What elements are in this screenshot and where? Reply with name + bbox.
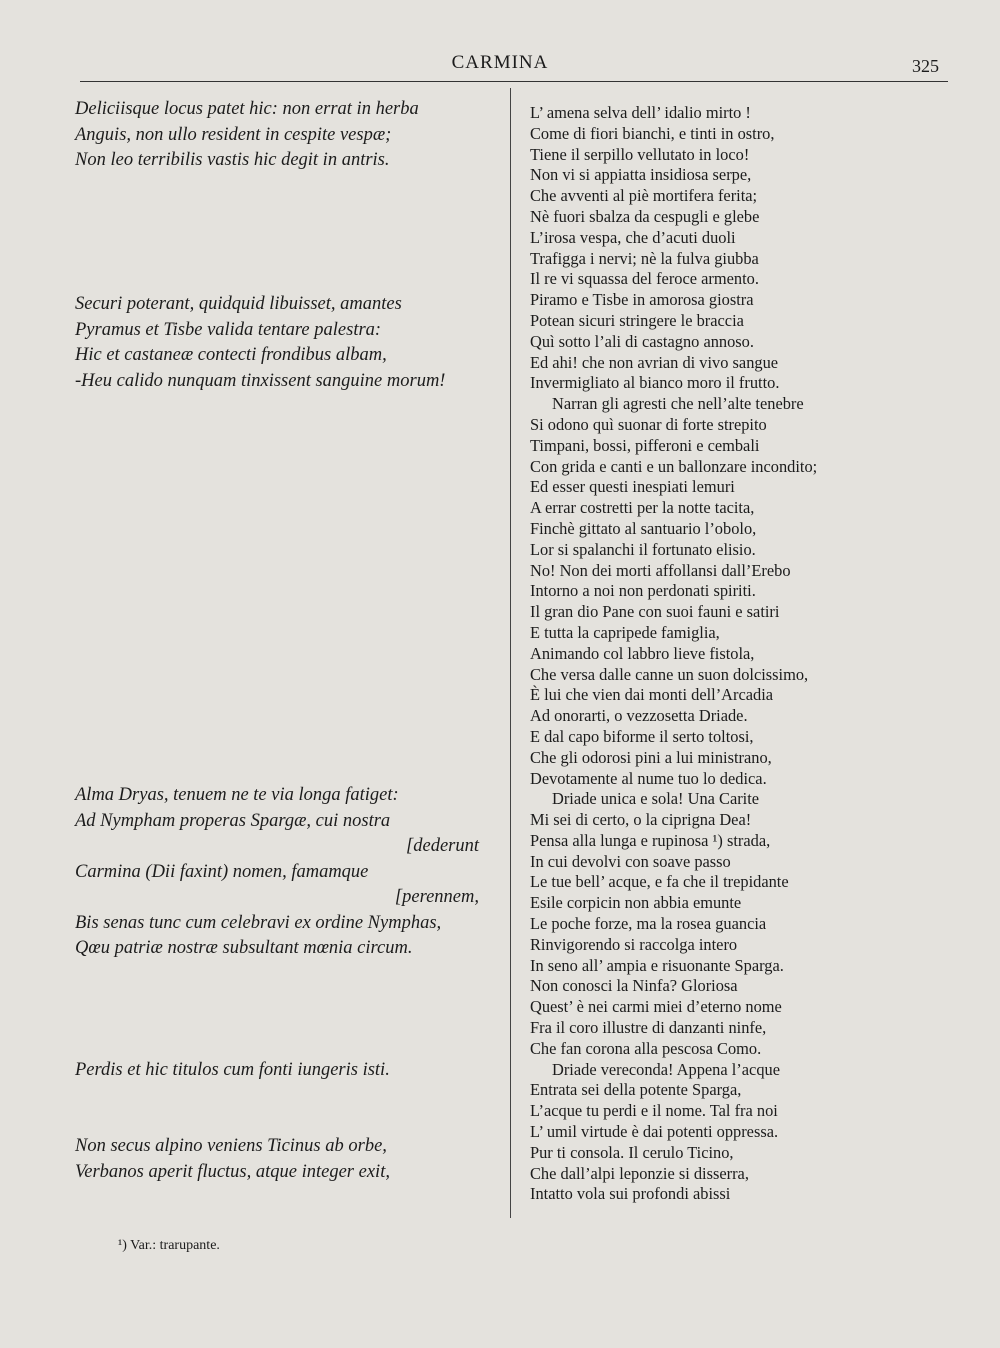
italian-verse-line: Finchè gittato al santuario l’obolo,: [530, 518, 757, 538]
italian-verse-line: Le tue bell’ acque, e fa che il trepidante: [530, 872, 789, 892]
latin-verse-line: Perdis et hic titulos cum fonti iungeris isti.: [75, 1060, 390, 1080]
italian-verse-line: E dal capo biforme il serto toltosi,: [530, 726, 754, 746]
italian-verse-line: Entrata sei della potente Sparga,: [530, 1080, 742, 1100]
italian-verse-line: Nè fuori sbalza da cespugli e glebe: [530, 206, 760, 226]
italian-verse-line: In cui devolvi con soave passo: [530, 851, 731, 871]
italian-verse-line: Piramo e Tisbe in amorosa giostra: [530, 290, 754, 310]
italian-verse-line: È lui che vien dai monti dell’Arcadia: [530, 685, 774, 705]
italian-verse-line: Mi sei di certo, o la ciprigna Dea!: [530, 810, 752, 830]
running-title: CARMINA: [451, 52, 549, 73]
header-rule: [80, 81, 948, 82]
latin-stanza-2: [75, 292, 485, 394]
latin-verse-line: Securi poterant, quidquid libuisset, amantes: [75, 294, 402, 314]
italian-verse-line: E tutta la capripede famiglia,: [530, 622, 720, 642]
italian-verse-line: Le poche forze, ma la rosea guancia: [530, 914, 767, 934]
italian-verse-line: Rinvigorendo si raccolga intero: [530, 934, 738, 954]
latin-stanza-5: [75, 1134, 485, 1185]
italian-verse-line: Fra il coro illustre di danzanti ninfe,: [530, 1018, 767, 1038]
italian-verse-line: Che avventi al piè mortifera ferita;: [530, 186, 758, 206]
italian-verse-line: Quì sotto l’ali di castagno annoso.: [530, 331, 754, 351]
italian-verse-line: Che gli odorosi pini a lui ministrano,: [530, 747, 772, 767]
latin-verse-line: Deliciisque locus patet hic: non errat in herba: [75, 99, 419, 119]
latin-verse-line: Hic et castaneæ contecti frondibus albam,: [75, 345, 387, 365]
latin-verse-line: Ad Nympham properas Spargæ, cui nostra: [75, 810, 391, 831]
italian-verse-line: Non vi si appiatta insidiosa serpe,: [530, 165, 752, 185]
italian-verse-line: Intorno a noi non perdonati spiriti.: [530, 581, 756, 601]
italian-verse-line: Trafigga i nervi; nè la fulva giubba: [530, 248, 759, 268]
latin-verse-line: Pyramus et Tisbe valida tentare palestra:: [75, 319, 382, 340]
latin-verse-line: Non leo terribilis vastis hic degit in antris.: [75, 150, 390, 170]
italian-verse-line: Quest’ è nei carmi miei d’eterno nome: [530, 997, 782, 1017]
italian-verse-line: Non conosci la Ninfa? Gloriosa: [530, 976, 738, 996]
page-number: 325: [912, 56, 939, 76]
italian-verse-line: No! Non dei morti affollansi dall’Erebo: [530, 560, 791, 580]
italian-verse-line: Intatto vola sui profondi abissi: [530, 1184, 731, 1204]
italian-verse-line: Ad onorarti, o vezzosetta Driade.: [530, 706, 748, 726]
column-divider: [510, 88, 511, 1218]
italian-verse-line: L’ umil virtude è dai potenti oppressa.: [530, 1122, 779, 1142]
latin-verse-line: Alma Dryas, tenuem ne te via longa fatiget:: [75, 785, 399, 805]
latin-verse-line: [perennem,: [394, 887, 479, 907]
italian-verse-line: Ed ahi! che non avrian di vivo sangue: [530, 352, 779, 372]
latin-verse-line: Anguis, non ullo resident in cespite vespæ;: [75, 124, 392, 145]
italian-verse-line: Lor si spalanchi il fortunato elisio.: [530, 539, 756, 559]
latin-stanza-3: [75, 783, 485, 962]
italian-verse-line: Si odono quì suonar di forte strepito: [530, 414, 767, 434]
italian-verse-line: Potean sicuri stringere le braccia: [530, 310, 744, 330]
footnote: ¹) Var.: trarupante.: [118, 1238, 220, 1253]
italian-verse-line: Timpani, bossi, pifferoni e cembali: [530, 435, 760, 455]
italian-verse-line: Narran gli agresti che nell’alte tenebre: [552, 394, 804, 414]
italian-verse-line: Invermigliato al bianco moro il frutto.: [530, 373, 780, 393]
italian-verse-line: Con grida e canti e un ballonzare incondito;: [530, 456, 818, 476]
italian-verse-line: Animando col labbro lieve fistola,: [530, 643, 755, 663]
latin-verse-line: [dederunt: [406, 836, 479, 856]
italian-verse-line: Che versa dalle canne un suon dolcissimo,: [530, 664, 809, 684]
italian-verse-line: Driade vereconda! Appena l’acque: [552, 1059, 780, 1079]
italian-verse-line: Tiene il serpillo vellutato in loco!: [530, 144, 750, 164]
latin-verse-line: Bis senas tunc cum celebravi ex ordine Nymphas,: [75, 912, 442, 933]
italian-verse-line: L’irosa vespa, che d’acuti duoli: [530, 227, 736, 247]
italian-verse-line: Esile corpicin non abbia emunte: [530, 893, 742, 913]
italian-verse-line: Il gran dio Pane con suoi fauni e satiri: [530, 602, 780, 622]
italian-verse-line: Ed esser questi inespiati lemuri: [530, 477, 735, 497]
italian-verse-line: Che fan corona alla pescosa Como.: [530, 1038, 762, 1058]
latin-verse-line: Qœu patriæ nostræ subsultant mœnia circum.: [75, 938, 413, 958]
latin-verse-line: Verbanos aperit fluctus, atque integer exit,: [75, 1161, 390, 1182]
italian-verse-line: Che dall’alpi leponzie si disserra,: [530, 1163, 749, 1183]
italian-verse-line: Il re vi squassa del feroce armento.: [530, 269, 759, 289]
italian-verse-line: L’ amena selva dell’ idalio mirto !: [530, 103, 751, 122]
italian-verse-line: A errar costretti per la notte tacita,: [530, 498, 755, 518]
italian-verse-line: Devotamente al nume tuo lo dedica.: [530, 768, 767, 788]
latin-stanza-4: [75, 1058, 485, 1084]
italian-verse-line: Pensa alla lunga e rupinosa ¹) strada,: [530, 830, 771, 850]
italian-verse-line: Pur ti consola. Il cerulo Ticino,: [530, 1142, 734, 1162]
italian-verse-line: In seno all’ ampia e risuonante Sparga.: [530, 955, 784, 975]
italian-verse-line: L’acque tu perdi e il nome. Tal fra noi: [530, 1101, 778, 1121]
latin-verse-line: Non secus alpino veniens Ticinus ab orbe,: [75, 1136, 387, 1156]
italian-verse-line: Driade unica e sola! Una Carite: [552, 789, 760, 809]
latin-verse-line: -Heu calido nunquam tinxissent sanguine morum!: [75, 370, 446, 391]
latin-verse-line: Carmina (Dii faxint) nomen, famamque: [75, 861, 369, 882]
latin-stanza-1: [75, 97, 485, 174]
italian-verse-line: Come di fiori bianchi, e tinti in ostro,: [530, 123, 775, 143]
italian-translation-column: [530, 103, 950, 1205]
